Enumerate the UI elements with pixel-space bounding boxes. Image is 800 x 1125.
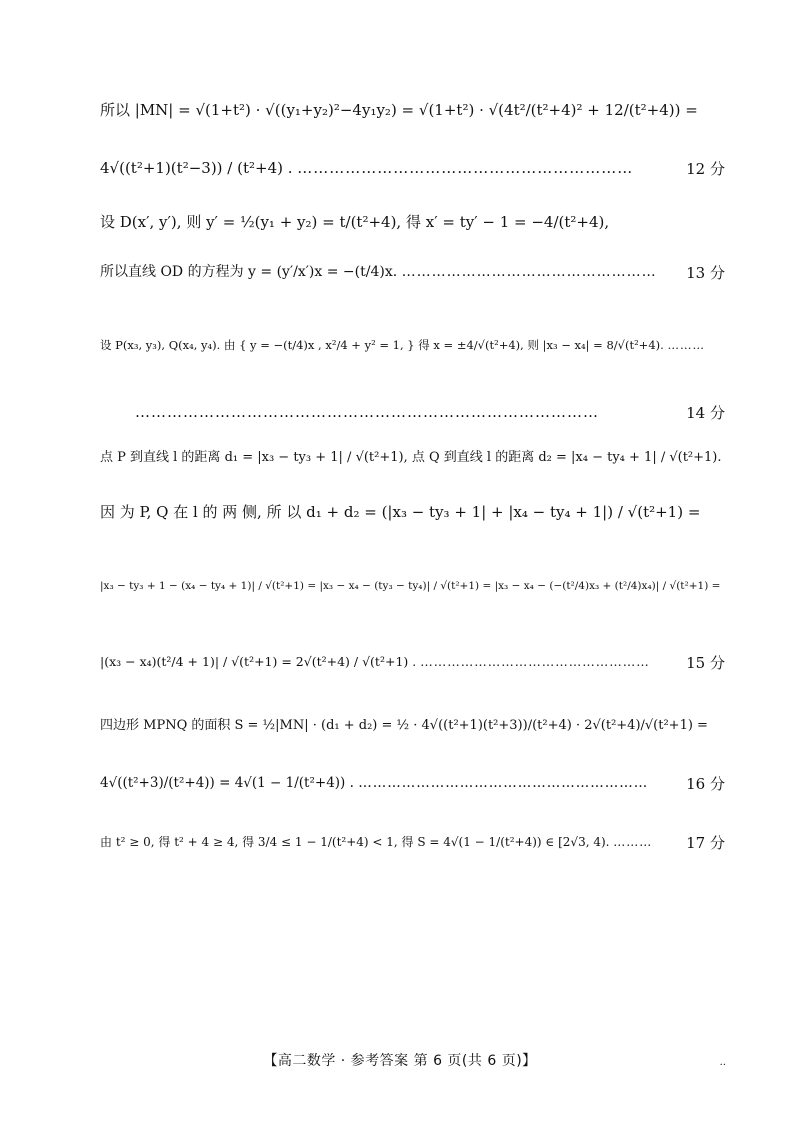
text-line-6: [135, 402, 685, 422]
leader-dots: ……………………………………………………: [358, 775, 649, 791]
leader-dots: ……………………………………………: [401, 264, 657, 280]
line-7-text: 点 P 到直线 l 的距离 d₁ = |x₃ − ty₃ + 1| / √(t²+1), 点 Q 到直线 l 的距离 d₂ = |x₄ − ty₄ + 1| / √(t²+1).: [100, 450, 722, 465]
text-line-1: [100, 100, 725, 120]
line-12-text: 4√((t²+3)/(t²+4)) = 4√(1 − 1/(t²+4)) .: [100, 775, 354, 791]
page-footer: 【高二数学 · 参考答案 第 6 页(共 6 页)】: [263, 1053, 537, 1069]
line-3-text: 设 D(x′, y′), 则 y′ = ½(y₁ + y₂) = t/(t²+4), 得 x′ = ty′ − 1 = −4/(t²+4),: [100, 213, 610, 231]
leader-dots: ………………………………………………………: [297, 159, 634, 177]
text-line-13: [100, 832, 660, 852]
text-line-3: [100, 212, 725, 232]
text-line-4: [100, 262, 660, 282]
score-mark-14: 14 分: [686, 404, 725, 422]
score-mark-15: 15 分: [686, 654, 725, 672]
text-line-12: [100, 773, 660, 793]
leader-dots: ……………………………………………………………………………: [135, 403, 599, 421]
corner-mark: ··: [719, 1060, 726, 1071]
score-mark-17: 17 分: [686, 834, 725, 852]
text-line-9: [100, 576, 725, 596]
line-2-text: 4√((t²+1)(t²−3)) / (t²+4) .: [100, 159, 293, 177]
line-10-text: |(x₃ − x₄)(t²/4 + 1)| / √(t²+1) = 2√(t²+4) / √(t²+1) .: [100, 654, 417, 669]
line-11-text: 四边形 MPNQ 的面积 S = ½|MN| · (d₁ + d₂) = ½ · 4√((t²+1)(t²+3))/(t²+4) · 2√(t²+4)/√(t²+1) =: [100, 718, 708, 733]
text-line-8: [100, 502, 725, 522]
line-4-text: 所以直线 OD 的方程为 y = (y′/x′)x = −(t/4)x.: [100, 264, 398, 280]
line-5-text: 设 P(x₃, y₃), Q(x₄, y₄). 由 { y = −(t/4)x , x²/4 + y² = 1, } 得 x = ±4/√(t²+4), 则 |x₃ − x₄| = 8/√(t²+4).: [100, 338, 664, 352]
leader-dots: ………: [667, 338, 705, 352]
score-mark-13: 13 分: [686, 264, 725, 282]
text-line-11: [100, 716, 725, 736]
text-line-2: [100, 158, 660, 178]
text-line-5: [100, 335, 725, 355]
leader-dots: ……………………………………………: [420, 654, 650, 669]
score-mark-16: 16 分: [686, 775, 725, 793]
line-13-text: 由 t² ≥ 0, 得 t² + 4 ≥ 4, 得 3/4 ≤ 1 − 1/(t²+4) < 1, 得 S = 4√(1 − 1/(t²+4)) ∈ [2√3, 4).: [100, 835, 610, 849]
score-mark-12: 12 分: [686, 160, 725, 178]
text-line-10: [100, 652, 660, 672]
leader-dots: ………: [613, 835, 653, 849]
line-1-text: 所以 |MN| = √(1+t²) · √((y₁+y₂)²−4y₁y₂) = √(1+t²) · √(4t²/(t²+4)² + 12/(t²+4)) =: [100, 101, 698, 119]
line-8-text: 因 为 P, Q 在 l 的 两 侧, 所 以 d₁ + d₂ = (|x₃ − ty₃ + 1| + |x₄ − ty₄ + 1|) / √(t²+1) =: [100, 503, 701, 521]
text-line-7: [100, 448, 725, 468]
line-9-text: |x₃ − ty₃ + 1 − (x₄ − ty₄ + 1)| / √(t²+1) = |x₃ − x₄ − (ty₃ − ty₄)| / √(t²+1) = |x₃ − x₄ − (−(t²/4)x₃ + (t²/4)x₄)| / √(t²+1) =: [100, 580, 721, 592]
